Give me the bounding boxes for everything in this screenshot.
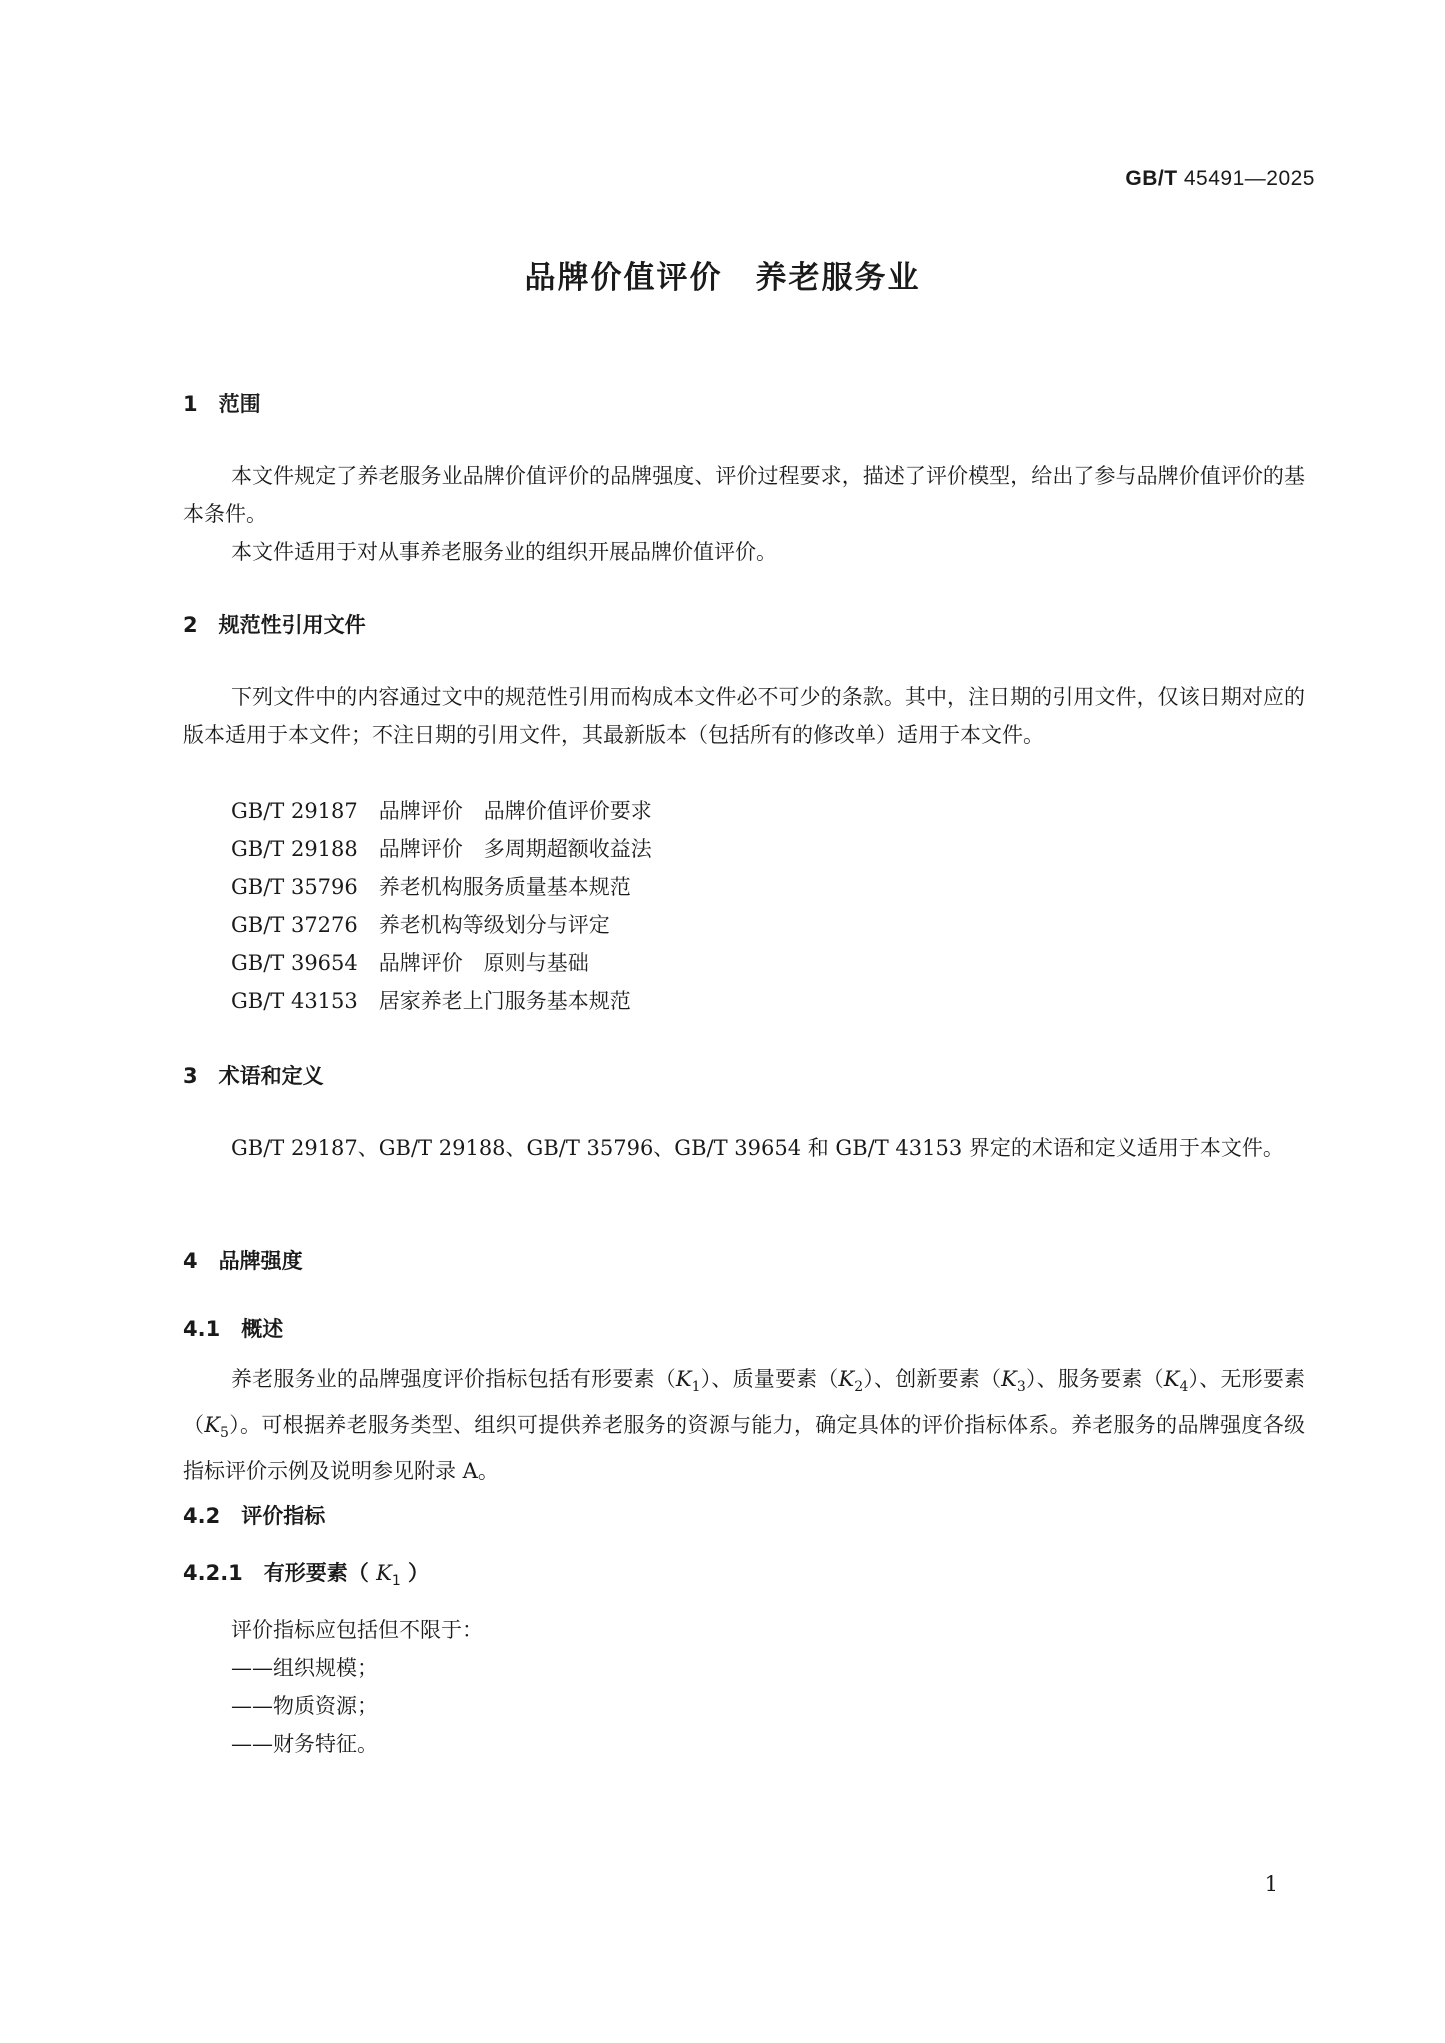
section-1-paragraph-1: 本文件规定了养老服务业品牌价值评价的品牌强度、评价过程要求，描述了评价模型，给出了参与品牌价值评价的基本条件。: [183, 464, 1305, 526]
reference-item: GB/T 39654 品牌评价 原则与基础: [231, 951, 589, 975]
indicator-list-item: ——组织规模；: [231, 1656, 378, 1680]
section-2-paragraph-1: 下列文件中的内容通过文中的规范性引用而构成本文件必不可少的条款。其中，注日期的引用文件，仅该日期对应的版本适用于本文件；不注日期的引用文件，其最新版本（包括所有的修改单）适用于本文件。: [183, 685, 1305, 747]
standard-number: [1125, 167, 1315, 191]
reference-item: GB/T 37276 养老机构等级划分与评定: [231, 913, 610, 937]
section-3-paragraph-1: GB/T 29187、GB/T 29188、GB/T 35796、GB/T 39654 和 GB/T 43153 界定的术语和定义适用于本文件。: [231, 1136, 1284, 1160]
section-1-heading: 1 范围: [183, 392, 261, 416]
subsection-4-2-heading: 4.2 评价指标: [183, 1504, 326, 1528]
indicator-list-item: ——物质资源；: [231, 1694, 378, 1718]
subsection-4-2-1-heading: 4.2.1 有形要素（ $K_1$ ）: [183, 1561, 430, 1590]
page-number: 1: [1264, 1872, 1278, 1896]
section-2-heading: 2 规范性引用文件: [183, 613, 366, 637]
indicator-intro: 评价指标应包括但不限于：: [231, 1618, 483, 1642]
standard-number-value: 45491—2025: [1183, 167, 1315, 190]
subsection-4-1-heading: 4.1 概述: [183, 1317, 284, 1341]
reference-item: GB/T 35796 养老机构服务质量基本规范: [231, 875, 631, 899]
reference-item: GB/T 29188 品牌评价 多周期超额收益法: [231, 837, 652, 861]
section-4-heading: 4 品牌强度: [183, 1249, 303, 1273]
reference-item: GB/T 43153 居家养老上门服务基本规范: [231, 989, 631, 1013]
reference-item: GB/T 29187 品牌评价 品牌价值评价要求: [231, 799, 652, 823]
standard-prefix: GB/T: [1125, 167, 1178, 190]
indicator-list-item: ——财务特征。: [231, 1732, 378, 1756]
section-1-paragraph-2: 本文件适用于对从事养老服务业的组织开展品牌价值评价。: [231, 540, 777, 564]
section-3-heading: 3 术语和定义: [183, 1064, 324, 1088]
subsection-4-1-paragraph: 养老服务业的品牌强度评价指标包括有形要素$(K_1)$、质量要素$(K_2)$、创新要素$(K_3)$、服务要素$(K_4)$、无形要素$(K_5)$。可根据养老服务类型、组织可提供养老服务的资源与能力，确定具体的评价指标体系。养老服务的品牌强度各级指标评价示例及说明参见附录 A。: [183, 1367, 1306, 1484]
document-title: 品牌价值评价 养老服务业: [524, 260, 921, 296]
